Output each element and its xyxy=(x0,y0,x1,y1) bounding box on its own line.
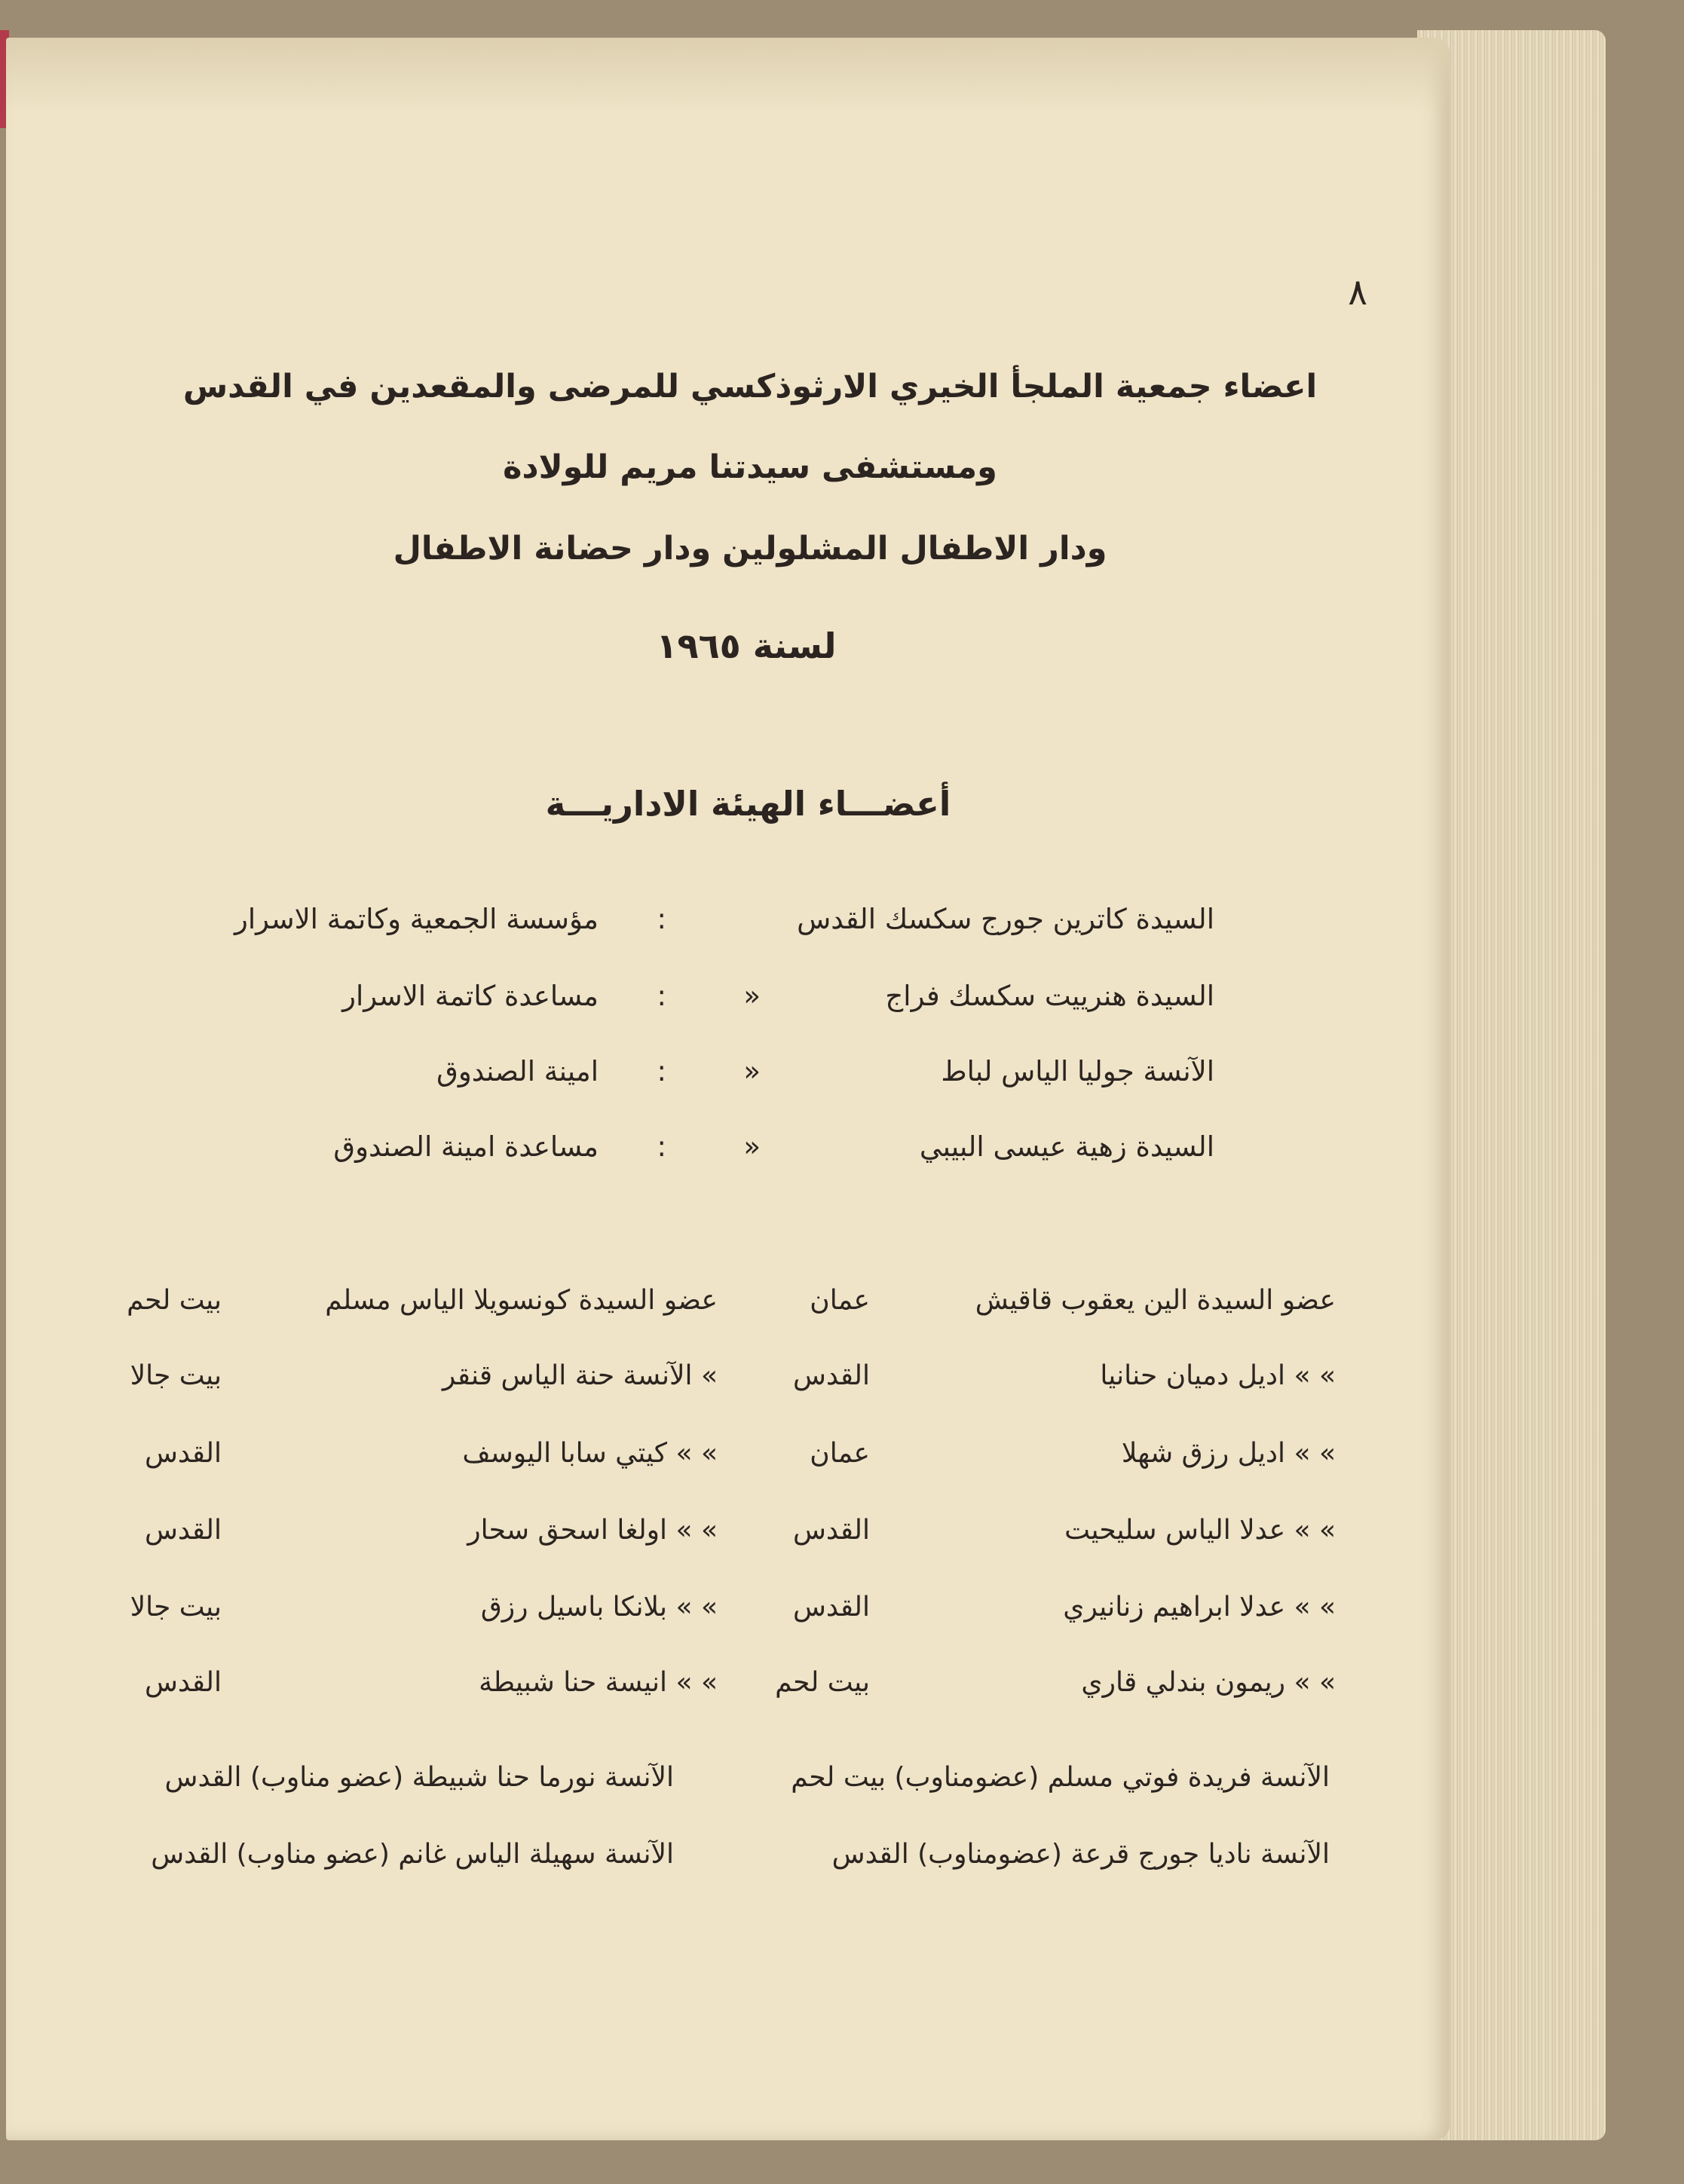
board-ditto: » xyxy=(743,980,761,1012)
board-colon: : xyxy=(657,980,666,1012)
member-city-right: القدس xyxy=(792,1515,870,1546)
title-line-1: اعضاء جمعية الملجأ الخيري الارثوذكسي للمرضى والمقعدين في القدس xyxy=(182,368,1318,405)
board-ditto: » xyxy=(743,1130,761,1163)
board-row xyxy=(0,1055,1684,1100)
alternate-member-left: الآنسة نورما حنا شبيطة (عضو مناوب) القدس xyxy=(164,1762,674,1793)
page-fold-shadow xyxy=(6,38,1450,113)
member-row xyxy=(0,1285,1684,1330)
member-city-left: بيت جالا xyxy=(130,1592,222,1623)
member-name-left: » » كيتي سابا اليوسف xyxy=(462,1438,718,1469)
year-line: لسنة ١٩٦٥ xyxy=(656,626,837,666)
board-role: مساعدة كاتمة الاسرار xyxy=(342,980,599,1012)
member-row xyxy=(0,1592,1684,1637)
alternate-member-right: الآنسة ناديا جورج قرعة (عضومناوب) القدس xyxy=(831,1839,1330,1870)
board-name: السيدة زهية عيسى البيبي xyxy=(919,1130,1214,1163)
member-row xyxy=(0,1438,1684,1483)
member-name-right: عضو السيدة الين يعقوب قاقيش xyxy=(975,1285,1336,1316)
page-number: ٨ xyxy=(1348,271,1367,314)
member-row xyxy=(0,1515,1684,1560)
board-ditto: » xyxy=(743,1055,761,1087)
member-city-left: القدس xyxy=(144,1515,222,1546)
board-row xyxy=(0,1130,1684,1176)
board-row xyxy=(0,980,1684,1025)
member-city-right: عمان xyxy=(810,1285,870,1316)
alternate-member-right: الآنسة فريدة فوتي مسلم (عضومناوب) بيت لحم xyxy=(791,1762,1330,1793)
member-row xyxy=(0,1360,1684,1406)
member-name-left: » » بلانكا باسيل رزق xyxy=(480,1592,718,1623)
member-name-left: » » اولغا اسحق سحار xyxy=(467,1515,718,1546)
section-heading: أعضـــاء الهيئة الاداريـــة xyxy=(545,784,951,824)
alternate-row xyxy=(0,1762,1684,1807)
member-name-left: عضو السيدة كونسويلا الياس مسلم xyxy=(325,1285,718,1316)
member-name-right: » » اديل رزق شهلا xyxy=(1121,1438,1336,1469)
member-city-right: بيت لحم xyxy=(775,1667,870,1698)
member-city-left: بيت جالا xyxy=(130,1360,222,1391)
alternate-row xyxy=(0,1839,1684,1884)
board-name: الآنسة جوليا الياس لباط xyxy=(941,1055,1214,1087)
title-line-3: ودار الاطفال المشلولين ودار حضانة الاطفال xyxy=(393,530,1107,567)
board-colon: : xyxy=(657,1130,666,1163)
board-colon: : xyxy=(657,903,666,935)
member-name-right: » » عدلا الياس سليحيت xyxy=(1064,1515,1336,1546)
member-city-left: بيت لحم xyxy=(127,1285,222,1316)
member-name-left: » الآنسة حنة الياس قنقر xyxy=(442,1360,718,1391)
member-name-left: » » انيسة حنا شبيطة xyxy=(479,1667,718,1698)
member-city-right: القدس xyxy=(792,1592,870,1623)
member-name-right: » » اديل دميان حنانيا xyxy=(1100,1360,1336,1391)
board-name: السيدة كاترين جورج سكسك القدس xyxy=(797,903,1214,935)
member-name-right: » » عدلا ابراهيم زنانيري xyxy=(1063,1592,1336,1623)
member-name-right: » » ريمون بندلي قاري xyxy=(1081,1667,1336,1698)
member-row xyxy=(0,1667,1684,1712)
board-role: مساعدة امينة الصندوق xyxy=(333,1130,599,1163)
board-role: مؤسسة الجمعية وكاتمة الاسرار xyxy=(234,903,599,935)
board-colon: : xyxy=(657,1055,666,1087)
board-row xyxy=(0,903,1684,948)
title-line-2: ومستشفى سيدتنا مريم للولادة xyxy=(503,448,997,486)
member-city-left: القدس xyxy=(144,1438,222,1469)
member-city-right: عمان xyxy=(810,1438,870,1469)
board-name: السيدة هنرييت سكسك فراج xyxy=(885,980,1214,1012)
board-role: امينة الصندوق xyxy=(436,1055,599,1087)
member-city-left: القدس xyxy=(144,1667,222,1698)
alternate-member-left: الآنسة سهيلة الياس غانم (عضو مناوب) القدس xyxy=(151,1839,674,1870)
member-city-right: القدس xyxy=(792,1360,870,1391)
